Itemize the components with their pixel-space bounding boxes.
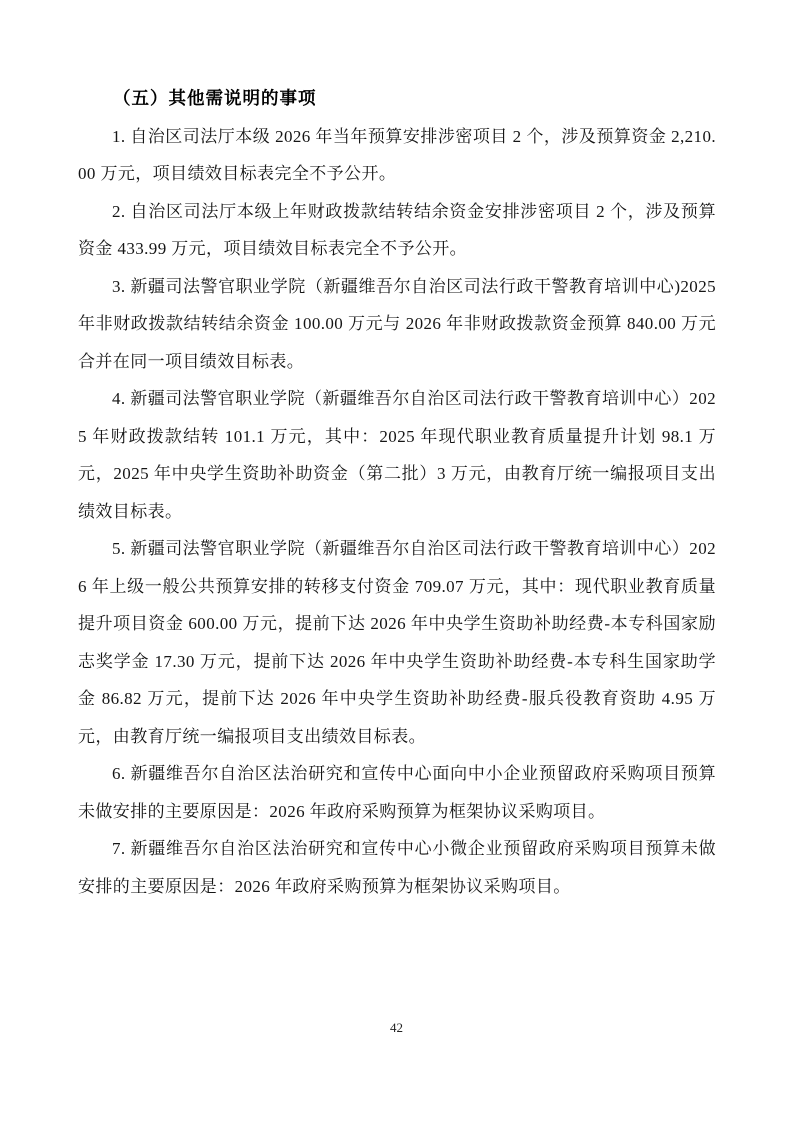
- page-number: 42: [390, 1020, 403, 1035]
- paragraph-2: 2. 自治区司法厅本级上年财政拨款结转结余资金安排涉密项目 2 个，涉及预算资金 433.99 万元，项目绩效目标表完全不予公开。: [78, 201, 716, 258]
- paragraph-3: 3. 新疆司法警官职业学院（新疆维吾尔自治区司法行政干警教育培训中心)2025 年非财政拨款结转结余资金 100.00 万元与 2026 年非财政拨款资金预算 840.00 万元合并在同一项目绩效目标表。: [78, 276, 716, 371]
- document-body: [78, 80, 716, 905]
- paragraph-1: 1. 自治区司法厅本级 2026 年当年预算安排涉密项目 2 个，涉及预算资金 2,210.00 万元，项目绩效目标表完全不予公开。: [78, 126, 716, 183]
- paragraph-5: 5. 新疆司法警官职业学院（新疆维吾尔自治区司法行政干警教育培训中心）2026 年上级一般公共预算安排的转移支付资金 709.07 万元，其中：现代职业教育质量提升项目资金 600.00 万元，提前下达 2026 年中央学生资助补助经费-本专科国家励志奖学金 17.30 万元，提前下达 2026 年中央学生资助补助经费-本专科生国家助学金 86.82 万元，提前下达 2026 年中央学生资助补助经费-服兵役教育资助 4.95 万元，由教育厅统一编报项目支出绩效目标表。: [78, 539, 716, 746]
- paragraph-7: 7. 新疆维吾尔自治区法治研究和宣传中心小微企业预留政府采购项目预算未做安排的主要原因是：2026 年政府采购预算为框架协议采购项目。: [78, 839, 716, 896]
- paragraph-6: 6. 新疆维吾尔自治区法治研究和宣传中心面向中小企业预留政府采购项目预算未做安排的主要原因是：2026 年政府采购预算为框架协议采购项目。: [78, 764, 716, 821]
- paragraph-4: 4. 新疆司法警官职业学院（新疆维吾尔自治区司法行政干警教育培训中心）2025 年财政拨款结转 101.1 万元，其中：2025 年现代职业教育质量提升计划 98.1 万元，2025 年中央学生资助补助资金（第二批）3 万元，由教育厅统一编报项目支出绩效目标表。: [78, 389, 716, 521]
- section-heading: （五）其他需说明的事项: [113, 88, 317, 108]
